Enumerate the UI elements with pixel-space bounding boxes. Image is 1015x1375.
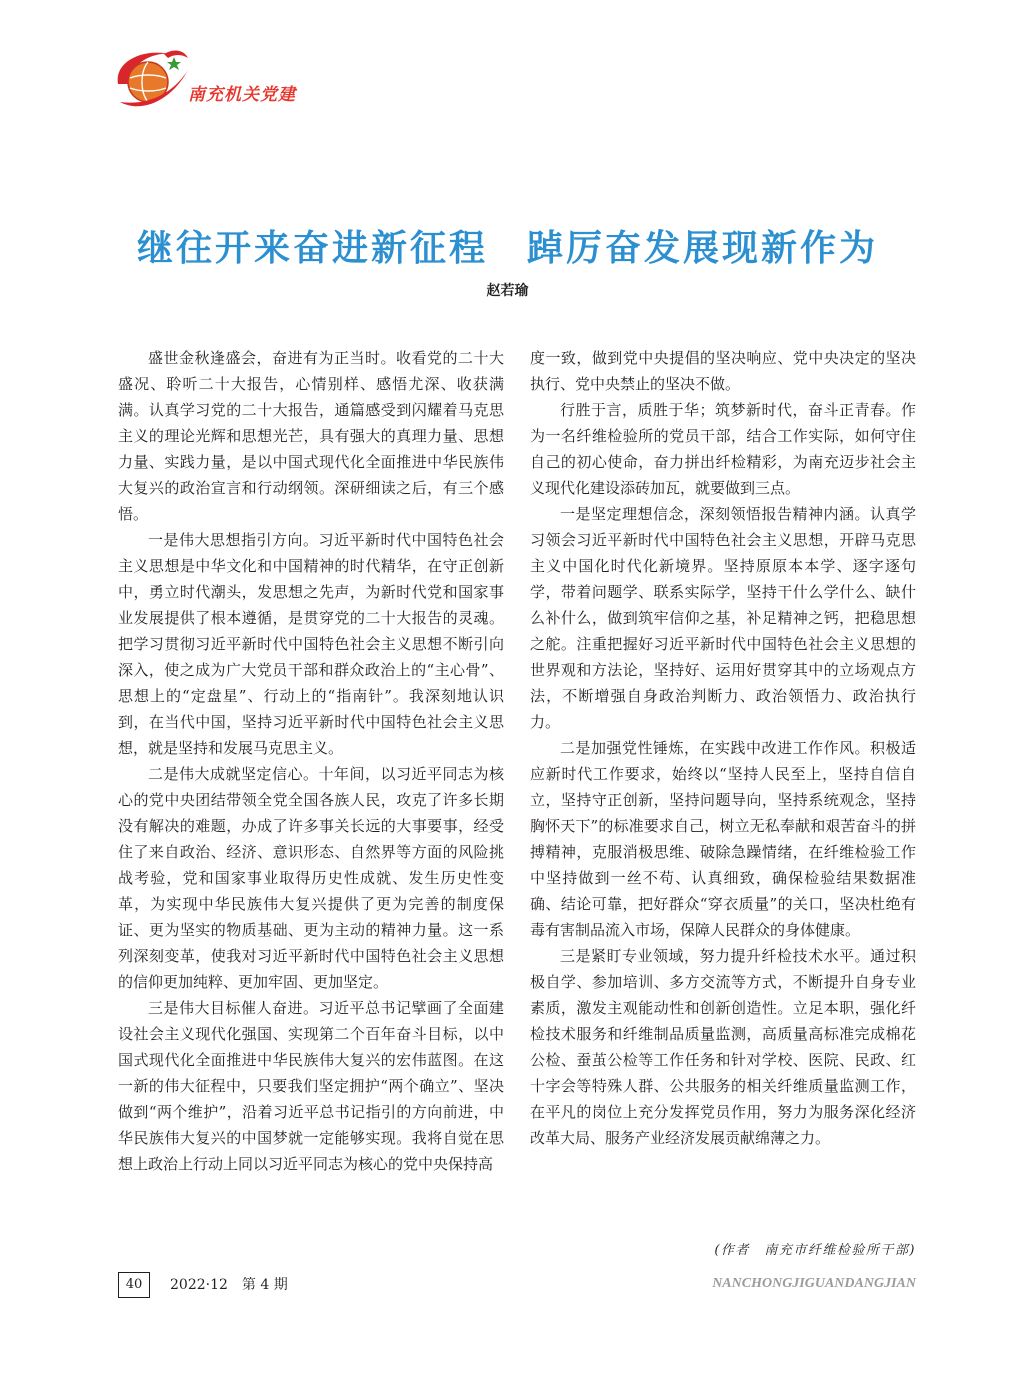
article-title: 继往开来奋进新征程 踔厉奋发展现新作为 (136, 227, 878, 269)
issue-label: 2022·12 第 4 期 (170, 1277, 288, 1293)
author-byline: (作者 南充市纤维检验所干部) (714, 1243, 916, 1258)
masthead (112, 44, 372, 116)
globe-swoosh-logo-icon (112, 44, 192, 116)
footer-brand-pinyin: NANCHONGJIGUANDANGJIAN (712, 1276, 916, 1291)
article-paragraph: 一是伟大思想指引方向。习近平新时代中国特色社会主义思想是中华文化和中国精神的时代精华，在守正创新中，勇立时代潮头，发思想之先声，为新时代党和国家事业发展提供了根本遵循，是贯穿党的二十大报告的灵魂。把学习贯彻习近平新时代中国特色社会主义思想不断引向深入，使之成为广大党员干部和群众政治上的“主心骨”、思想上的“定盘星”、行动上的“指南针”。我深刻地认识到，在当代中国，坚持习近平新时代中国特色社会主义思想，就是坚持和发展马克思主义。 (118, 531, 504, 757)
article-paragraph: 二是伟大成就坚定信心。十年间，以习近平同志为核心的党中央团结带领全党全国各族人民，攻克了许多长期没有解决的难题，办成了许多事关长远的大事要事，经受住了来自政治、经济、意识形态、自然界等方面的风险挑战考验，党和国家事业取得历史性成就、发生历史性变革，为实现中华民族伟大复兴提供了更为完善的制度保证、更为坚实的物质基础、更为主动的精神力量。这一系列深刻变革，使我对习近平新时代中国特色社会主义思想的信仰更加纯粹、更加牢固、更加坚定。 (118, 765, 504, 991)
masthead-brand-title: 南充机关党建 (188, 85, 296, 105)
article-paragraph: 三是伟大目标催人奋进。习近平总书记擘画了全面建设社会主义现代化强国、实现第二个百年奋斗目标，以中国式现代化全面推进中华民族伟大复兴的宏伟蓝图。在这一新的伟大征程中，只要我们坚定拥护“两个确立”、坚决做到“两个维护”，沿着习近平总书记指引的方向前进，中华民族伟大复兴的中国梦就一定能够实现。我将自觉在思想上政治上行动上同以习近平同志为核心的党中央保持高 (118, 999, 504, 1173)
article-paragraph: 三是紧盯专业领域，努力提升纤检技术水平。通过积极自学、参加培训、多方交流等方式，不断提升自身专业素质，激发主观能动性和创新创造性。立足本职，强化纤检技术服务和纤维制品质量监测，高质量高标准完成棉花公检、蚕茧公检等工作任务和针对学校、医院、民政、红十字会等特殊人群、公共服务的相关纤维质量监测工作，在平凡的岗位上充分发挥党员作用，努力为服务深化经济改革大局、服务产业经济发展贡献绵薄之力。 (530, 947, 916, 1147)
article-paragraph: 二是加强党性锤炼，在实践中改进工作作风。积极适应新时代工作要求，始终以“坚持人民至上，坚持自信自立，坚持守正创新，坚持问题导向，坚持系统观念，坚持胸怀天下”的标准要求自己，树立无私奉献和艰苦奋斗的拼搏精神，克服消极思维、破除急躁情绪，在纤维检验工作中坚持做到一丝不苟、认真细致，确保检验结果数据准确、结论可靠，把好群众“穿衣质量”的关口，坚决杜绝有毒有害制品流入市场，保障人民群众的身体健康。 (530, 739, 916, 939)
article-paragraph: 一是坚定理想信念，深刻领悟报告精神内涵。认真学习领会习近平新时代中国特色社会主义思想，开辟马克思主义中国化时代化新境界。坚持原原本本学、逐字逐句学，带着问题学、联系实际学，坚持干什么学什么、缺什么补什么，做到筑牢信仰之基，补足精神之钙，把稳思想之舵。注重把握好习近平新时代中国特色社会主义思想的世界观和方法论，坚持好、运用好贯穿其中的立场观点方法，不断增强自身政治判断力、政治领悟力、政治执行力。 (530, 505, 916, 731)
article-paragraph: 行胜于言，质胜于华；筑梦新时代，奋斗正青春。作为一名纤维检验所的党员干部，结合工作实际，如何守住自己的初心使命，奋力拼出纤检精彩，为南充迈步社会主义现代化建设添砖加瓦，就要做到三点。 (530, 401, 916, 497)
page-number: 40 (118, 1272, 150, 1298)
article-column-right (530, 345, 916, 1151)
article-author: 赵若瑜 (486, 283, 529, 299)
article-paragraph: 盛世金秋逢盛会，奋进有为正当时。收看党的二十大盛况、聆听二十大报告，心情别样、感悟尤深、收获满满。认真学习党的二十大报告，通篇感受到闪耀着马克思主义的理论光辉和思想光芒，具有强大的真理力量、思想力量、实践力量，是以中国式现代化全面推进中华民族伟大复兴的政治宣言和行动纲领。深研细读之后，有三个感悟。 (118, 349, 504, 523)
article-paragraph-continued: 度一致，做到党中央提倡的坚决响应、党中央决定的坚决执行、党中央禁止的坚决不做。 (530, 349, 916, 393)
article-column-left (118, 345, 504, 1177)
page-footer (118, 1272, 916, 1300)
